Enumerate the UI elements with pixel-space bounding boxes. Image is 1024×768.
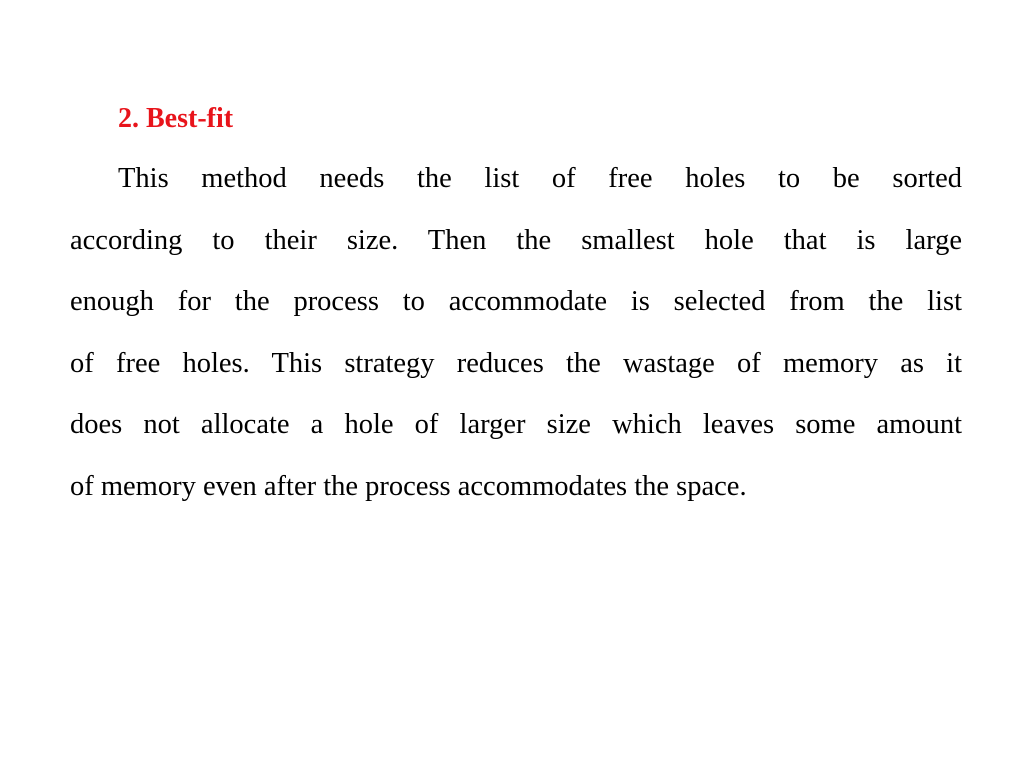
paragraph-line: of free holes. This strategy reduces the wastage of memory as it	[70, 347, 962, 379]
paragraph-line: This method needs the list of free holes to be sorted	[118, 163, 962, 194]
paragraph	[70, 148, 962, 518]
paragraph-line: enough for the process to accommodate is selected from the list	[70, 286, 962, 318]
paragraph-line: does not allocate a hole of larger size which leaves some amount	[70, 409, 962, 441]
section-heading: 2. Best-fit	[118, 103, 234, 134]
paragraph-line: of memory even after the process accommodates the space.	[70, 470, 747, 502]
paragraph-line: according to their size. Then the smallest hole that is large	[70, 224, 962, 256]
